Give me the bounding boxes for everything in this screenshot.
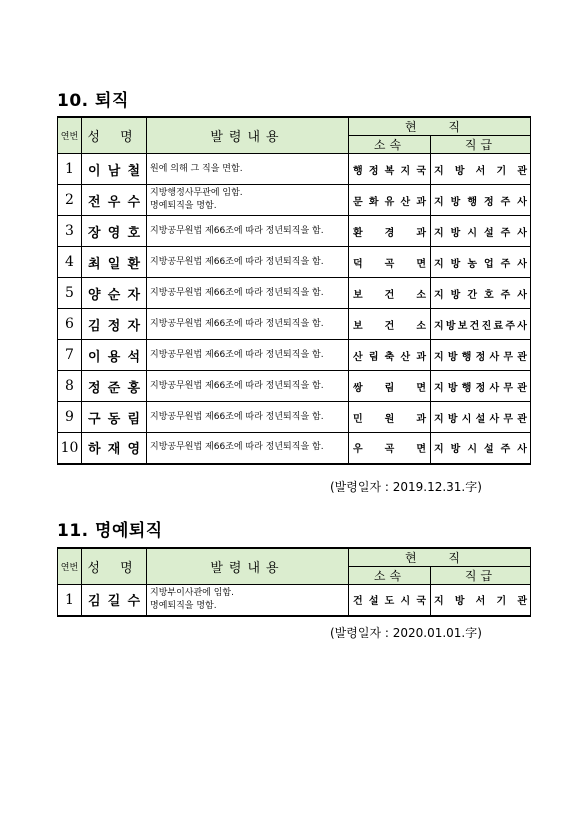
header-current: 현 직 bbox=[349, 117, 531, 136]
rank-cell bbox=[431, 402, 531, 433]
retirement-table bbox=[57, 116, 531, 465]
department-cell bbox=[349, 585, 431, 616]
department-cell bbox=[349, 340, 431, 371]
name-char: 영 bbox=[107, 225, 121, 241]
department-text: 우 곡 면 bbox=[353, 444, 426, 456]
row-number: 2 bbox=[58, 185, 82, 216]
name-char: 환 bbox=[127, 256, 140, 272]
name-char: 우 bbox=[107, 194, 121, 210]
header-rank: 직급 bbox=[431, 567, 531, 585]
header-no: 연번 bbox=[58, 548, 82, 585]
person-name bbox=[82, 154, 147, 185]
row-number: 3 bbox=[58, 216, 82, 247]
order-content bbox=[147, 278, 349, 309]
name-char: 용 bbox=[107, 349, 121, 365]
name-char: 순 bbox=[107, 287, 121, 303]
rank-text: 지 방 간 호 주 사 bbox=[434, 289, 527, 301]
name-char: 수 bbox=[127, 194, 140, 210]
person-name bbox=[82, 309, 147, 340]
row-number: 1 bbox=[58, 585, 82, 616]
order-line: 지방공무원법 제66조에 따라 정년퇴직을 함. bbox=[150, 442, 324, 453]
rank-text: 지 방 서 기 관 bbox=[434, 596, 527, 608]
name-char: 양 bbox=[88, 287, 101, 303]
rank-text: 지 방 보 건 진 료 주 사 bbox=[434, 320, 527, 332]
name-char: 재 bbox=[107, 442, 121, 458]
department-text: 보 건 소 bbox=[353, 289, 426, 301]
order-line: 지방공무원법 제66조에 따라 정년퇴직을 함. bbox=[150, 225, 324, 236]
person-name bbox=[82, 278, 147, 309]
name-char: 준 bbox=[107, 380, 121, 396]
person-name bbox=[82, 340, 147, 371]
name-char: 자 bbox=[127, 318, 140, 334]
honorary-table bbox=[57, 547, 531, 617]
order-line: 지방공무원법 제66조에 따라 정년퇴직을 함. bbox=[150, 256, 324, 267]
order-content bbox=[147, 216, 349, 247]
department-text: 문 화 유 산 과 bbox=[353, 196, 426, 208]
name-char: 길 bbox=[107, 594, 121, 610]
name-char: 석 bbox=[127, 349, 140, 365]
name-char: 호 bbox=[127, 225, 140, 241]
rank-text: 지 방 행 정 사 무 관 bbox=[434, 351, 527, 363]
name-char: 남 bbox=[107, 163, 121, 179]
order-line: 지방공무원법 제66조에 따라 정년퇴직을 함. bbox=[150, 411, 324, 422]
rank-cell bbox=[431, 371, 531, 402]
table-row bbox=[58, 309, 531, 340]
name-char: 정 bbox=[107, 318, 121, 334]
name-char: 전 bbox=[88, 194, 101, 210]
department-cell bbox=[349, 185, 431, 216]
rank-cell bbox=[431, 247, 531, 278]
order-line: 지방공무원법 제66조에 따라 정년퇴직을 함. bbox=[150, 349, 324, 360]
header-no: 연번 bbox=[58, 117, 82, 154]
department-cell bbox=[349, 433, 431, 464]
table-row bbox=[58, 185, 531, 216]
order-line: 원에 의해 그 직을 면함. bbox=[150, 163, 243, 174]
order-content bbox=[147, 185, 349, 216]
order-content bbox=[147, 585, 349, 616]
department-cell bbox=[349, 154, 431, 185]
rank-cell bbox=[431, 216, 531, 247]
header-name: 성 명 bbox=[82, 548, 147, 585]
name-char: 수 bbox=[127, 594, 140, 610]
person-name bbox=[82, 433, 147, 464]
department-cell bbox=[349, 247, 431, 278]
header-rank: 직급 bbox=[431, 136, 531, 154]
department-text: 행 정 복 지 국 bbox=[353, 165, 426, 177]
order-content bbox=[147, 154, 349, 185]
table-row bbox=[58, 216, 531, 247]
rank-text: 지 방 서 기 관 bbox=[434, 165, 527, 177]
name-char: 김 bbox=[88, 594, 101, 610]
rank-text: 지 방 농 업 주 사 bbox=[434, 258, 527, 270]
header-dept: 소속 bbox=[349, 136, 431, 154]
person-name bbox=[82, 247, 147, 278]
rank-text: 지 방 행 정 사 무 관 bbox=[434, 382, 527, 394]
header-name: 성 명 bbox=[82, 117, 147, 154]
section-title-honorary: 11. 명예퇴직 bbox=[57, 521, 163, 541]
header-current: 현 직 bbox=[349, 548, 531, 567]
department-text: 민 원 과 bbox=[353, 413, 426, 425]
table-row bbox=[58, 402, 531, 433]
rank-cell bbox=[431, 309, 531, 340]
name-char: 정 bbox=[88, 380, 101, 396]
name-char: 장 bbox=[88, 225, 101, 241]
person-name bbox=[82, 216, 147, 247]
retirement-date: (발령일자 : 2019.12.31.字) bbox=[330, 480, 482, 494]
rank-cell bbox=[431, 154, 531, 185]
name-char: 철 bbox=[127, 163, 140, 179]
rank-cell bbox=[431, 433, 531, 464]
order-line: 명예퇴직을 명함. bbox=[150, 201, 217, 211]
row-number: 10 bbox=[58, 433, 82, 464]
table-row bbox=[58, 371, 531, 402]
name-char: 영 bbox=[127, 442, 140, 458]
order-line: 지방공무원법 제66조에 따라 정년퇴직을 함. bbox=[150, 380, 324, 391]
table-row bbox=[58, 340, 531, 371]
name-char: 림 bbox=[127, 411, 140, 427]
department-cell bbox=[349, 216, 431, 247]
table-row bbox=[58, 585, 531, 616]
section-title-retirement: 10. 퇴직 bbox=[57, 91, 129, 111]
row-number: 1 bbox=[58, 154, 82, 185]
person-name bbox=[82, 585, 147, 616]
department-cell bbox=[349, 309, 431, 340]
rank-cell bbox=[431, 585, 531, 616]
rank-text: 지 방 시 설 사 무 관 bbox=[434, 413, 527, 425]
header-dept: 소속 bbox=[349, 567, 431, 585]
rank-cell bbox=[431, 278, 531, 309]
honorary-date: (발령일자 : 2020.01.01.字) bbox=[330, 626, 482, 640]
name-char: 일 bbox=[107, 256, 121, 272]
department-cell bbox=[349, 371, 431, 402]
order-content bbox=[147, 247, 349, 278]
order-line: 지방행정사무관에 임함. bbox=[150, 188, 243, 198]
order-line: 명예퇴직을 명함. bbox=[150, 600, 217, 611]
rank-text: 지 방 행 정 주 사 bbox=[434, 196, 527, 208]
order-content bbox=[147, 309, 349, 340]
rank-cell bbox=[431, 185, 531, 216]
row-number: 9 bbox=[58, 402, 82, 433]
name-char: 홍 bbox=[127, 380, 140, 396]
name-char: 이 bbox=[88, 349, 101, 365]
name-char: 동 bbox=[107, 411, 121, 427]
department-cell bbox=[349, 402, 431, 433]
name-char: 자 bbox=[127, 287, 140, 303]
order-content bbox=[147, 371, 349, 402]
name-char: 하 bbox=[88, 442, 101, 458]
rank-text: 지 방 시 설 주 사 bbox=[434, 227, 527, 239]
department-cell bbox=[349, 278, 431, 309]
rank-cell bbox=[431, 340, 531, 371]
row-number: 8 bbox=[58, 371, 82, 402]
name-char: 구 bbox=[88, 411, 101, 427]
row-number: 4 bbox=[58, 247, 82, 278]
table-row bbox=[58, 154, 531, 185]
header-order: 발령내용 bbox=[147, 548, 349, 585]
order-content bbox=[147, 402, 349, 433]
department-text: 보 건 소 bbox=[353, 320, 426, 332]
department-text: 산 림 축 산 과 bbox=[353, 351, 426, 363]
department-text: 쌍 림 면 bbox=[353, 382, 426, 394]
table-row bbox=[58, 433, 531, 464]
row-number: 5 bbox=[58, 278, 82, 309]
order-content bbox=[147, 340, 349, 371]
order-content bbox=[147, 433, 349, 464]
name-char: 김 bbox=[88, 318, 101, 334]
order-line: 지방공무원법 제66조에 따라 정년퇴직을 함. bbox=[150, 318, 324, 329]
person-name bbox=[82, 402, 147, 433]
table-row bbox=[58, 278, 531, 309]
department-text: 덕 곡 면 bbox=[353, 258, 426, 270]
order-line: 지방공무원법 제66조에 따라 정년퇴직을 함. bbox=[150, 287, 324, 298]
department-text: 건 설 도 시 국 bbox=[353, 596, 426, 608]
person-name bbox=[82, 371, 147, 402]
table-row bbox=[58, 247, 531, 278]
department-text: 환 경 과 bbox=[353, 227, 426, 239]
person-name bbox=[82, 185, 147, 216]
row-number: 7 bbox=[58, 340, 82, 371]
rank-text: 지 방 시 설 주 사 bbox=[434, 444, 527, 456]
order-line: 지방부이사관에 임함. bbox=[150, 587, 234, 598]
name-char: 이 bbox=[88, 163, 101, 179]
header-order: 발령내용 bbox=[147, 117, 349, 154]
name-char: 최 bbox=[88, 256, 101, 272]
row-number: 6 bbox=[58, 309, 82, 340]
